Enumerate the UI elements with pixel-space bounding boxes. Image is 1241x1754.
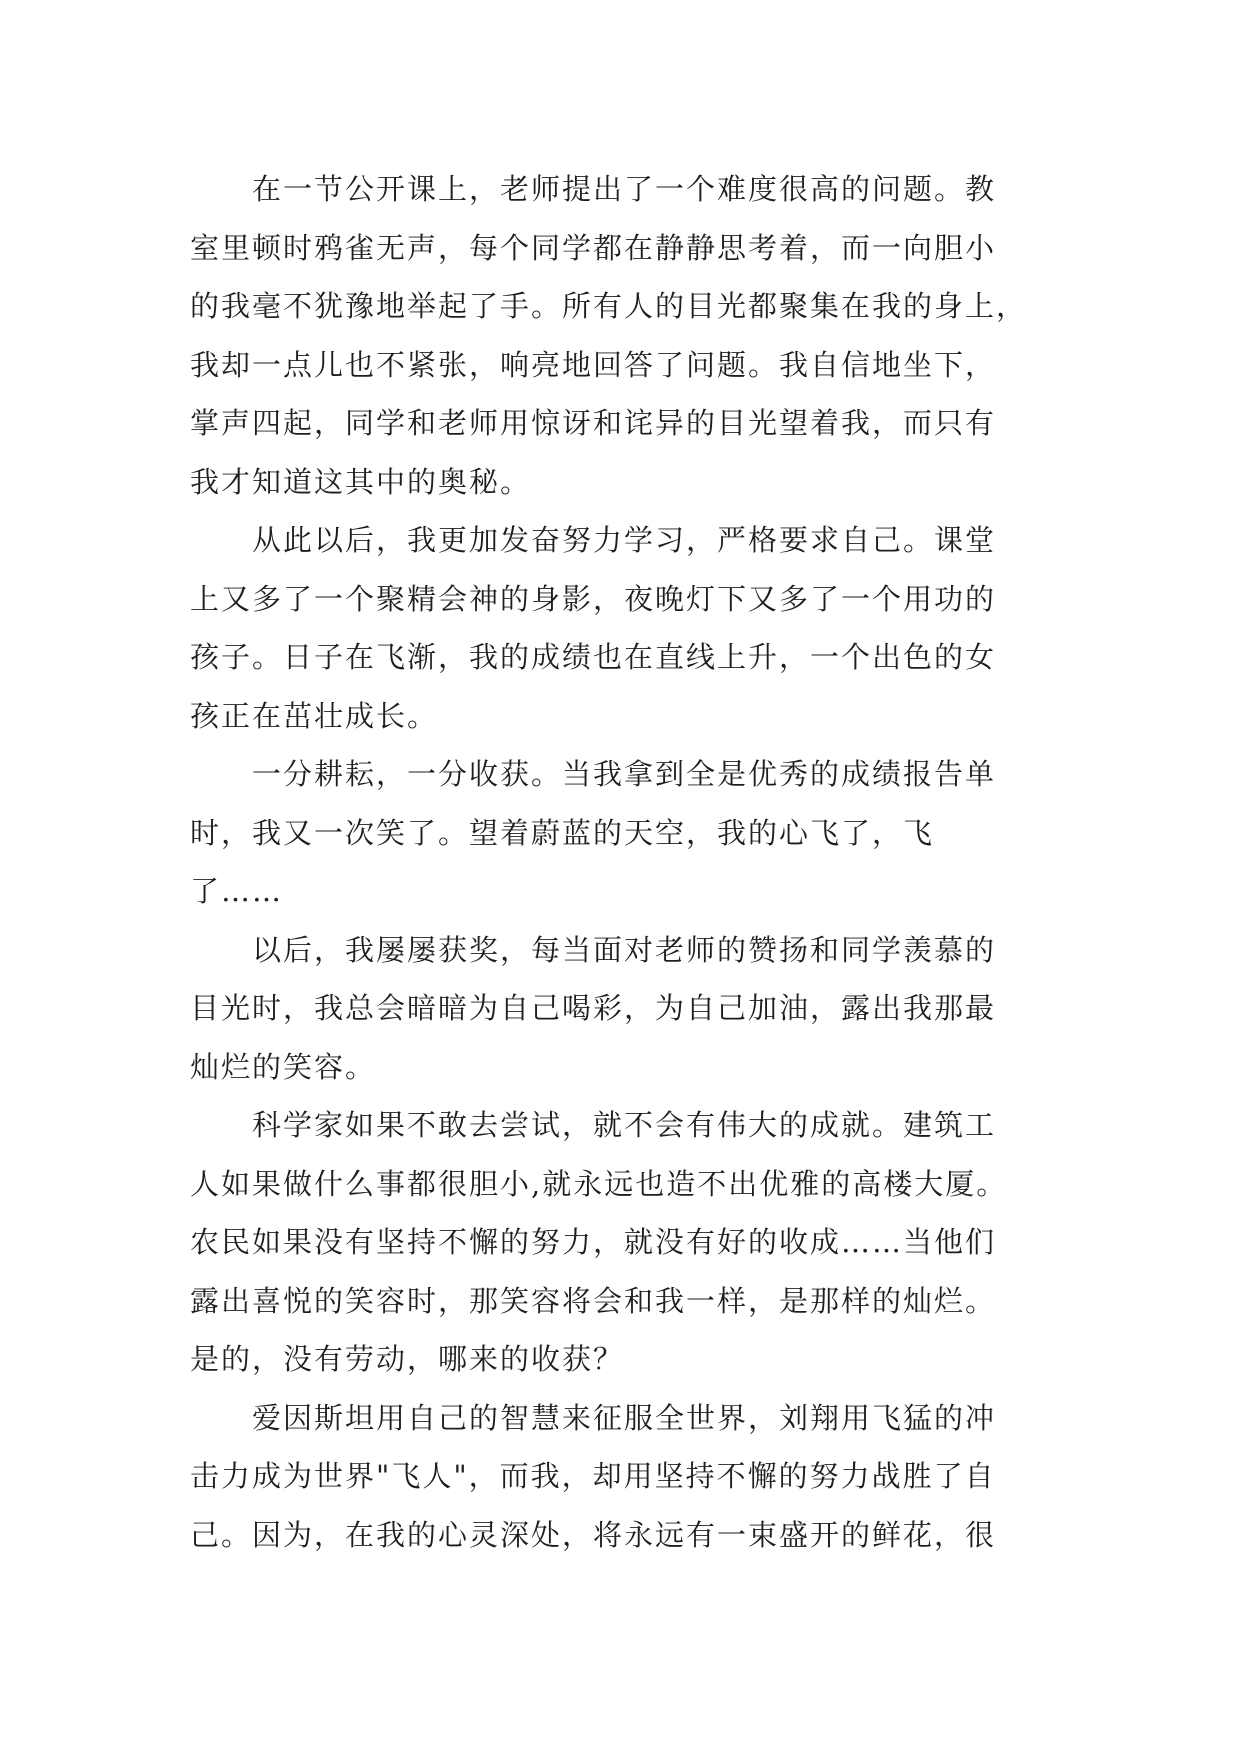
paragraph-line: 的我毫不犹豫地举起了手。所有人的目光都聚集在我的身上，	[190, 289, 1028, 323]
paragraph-line: 农民如果没有坚持不懈的努力，就没有好的收成……当他们	[190, 1225, 997, 1259]
paragraph-line: 室里顿时鸦雀无声，每个同学都在静静思考着，而一向胆小	[190, 230, 997, 265]
paragraph-line: 时，我又一次笑了。望着蔚蓝的天空，我的心飞了，飞	[190, 815, 935, 850]
paragraph-line: 露出喜悦的笑容时，那笑容将会和我一样，是那样的灿烂。	[190, 1283, 997, 1318]
paragraph-line: 了……	[190, 874, 284, 908]
paragraph-line: 是的，没有劳动，哪来的收获？	[190, 1342, 625, 1376]
paragraph-line: 击力成为世界"飞人"，而我，却用坚持不懈的努力战胜了自	[190, 1459, 996, 1493]
paragraph-line: 人如果做什么事都很胆小,就永远也造不出优雅的高楼大厦。	[190, 1166, 1008, 1201]
paragraph-line: 从此以后，我更加发奋努力学习，严格要求自己。课堂	[252, 523, 997, 557]
paragraph-line: 己。因为，在我的心灵深处，将永远有一束盛开的鲜花，很	[190, 1517, 997, 1552]
paragraph-line: 孩正在茁壮成长。	[190, 698, 439, 733]
paragraph-line: 科学家如果不敢去尝试，就不会有伟大的成就。建筑工	[252, 1108, 997, 1142]
paragraph-line: 一分耕耘，一分收获。当我拿到全是优秀的成绩报告单	[252, 757, 997, 791]
paragraph-line: 我才知道这其中的奥秘。	[190, 464, 532, 499]
paragraph-line: 我却一点儿也不紧张，响亮地回答了问题。我自信地坐下，	[190, 347, 997, 382]
essay-body	[190, 160, 1050, 1564]
paragraph-line: 爱因斯坦用自己的智慧来征服全世界，刘翔用飞猛的冲	[252, 1400, 997, 1435]
paragraph-line: 以后，我屡屡获奖，每当面对老师的赞扬和同学羡慕的	[252, 932, 997, 967]
paragraph-line: 在一节公开课上，老师提出了一个难度很高的问题。教	[252, 172, 997, 206]
paragraph-line: 灿烂的笑容。	[190, 1049, 377, 1084]
paragraph-line: 掌声四起，同学和老师用惊讶和诧异的目光望着我，而只有	[190, 406, 997, 440]
paragraph-line: 孩子。日子在飞渐，我的成绩也在直线上升，一个出色的女	[190, 640, 997, 674]
paragraph-line: 目光时，我总会暗暗为自己喝彩，为自己加油，露出我那最	[190, 991, 997, 1025]
paragraph-line: 上又多了一个聚精会神的身影，夜晚灯下又多了一个用功的	[190, 581, 997, 616]
